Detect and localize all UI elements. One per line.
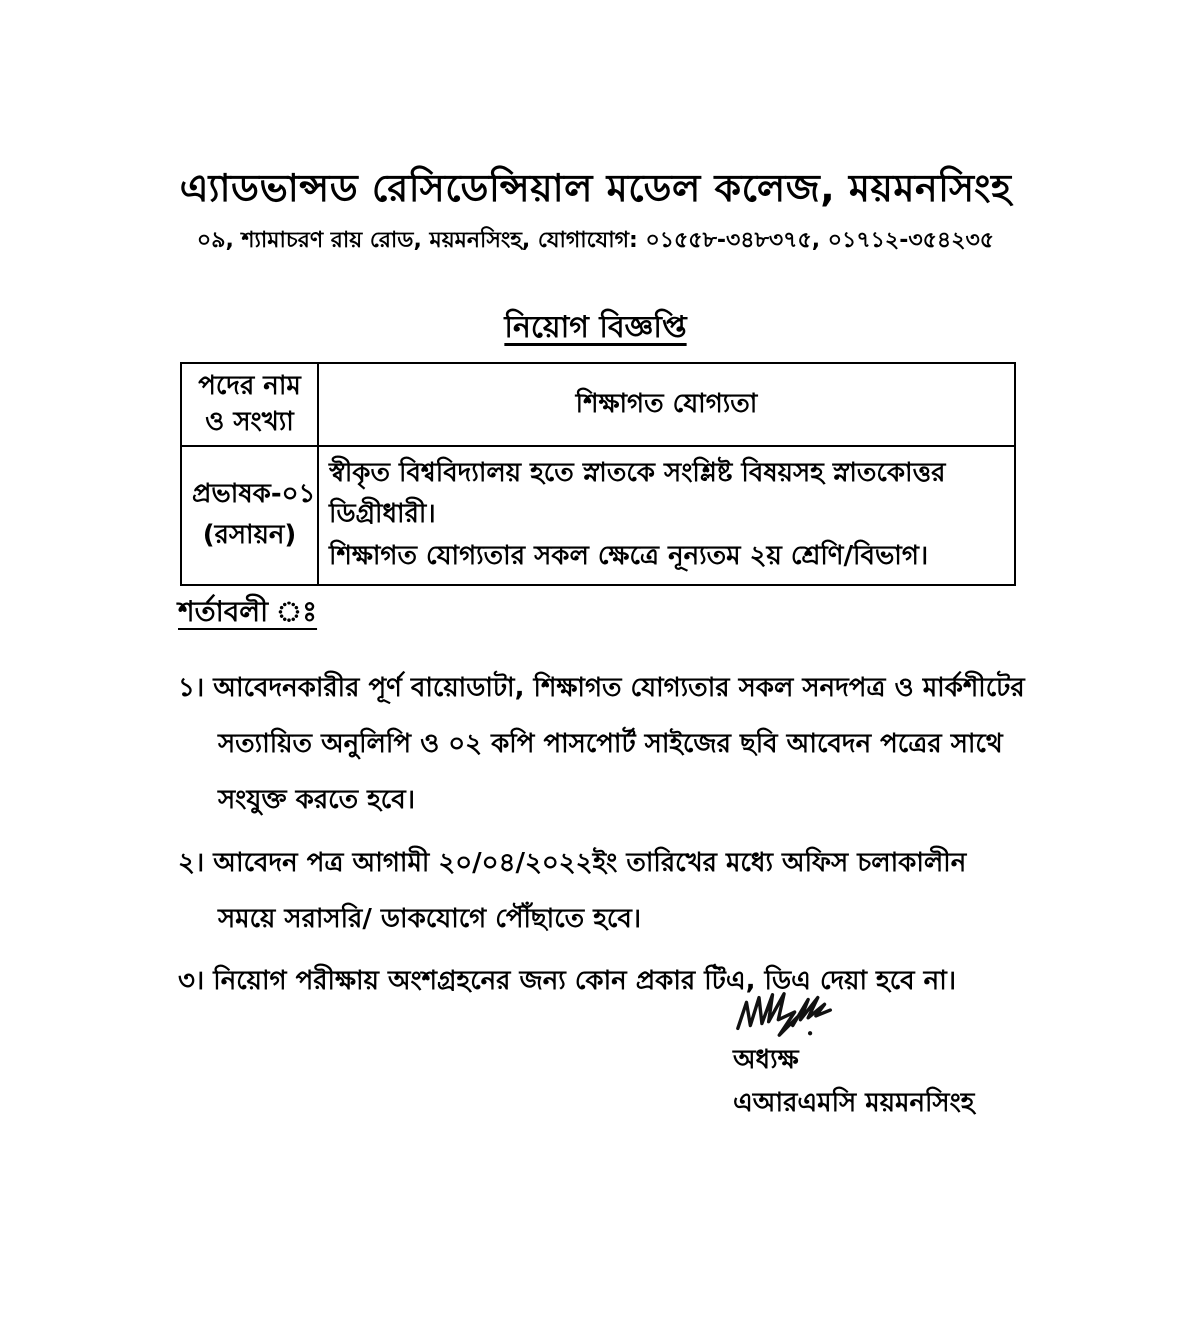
conditions-section	[178, 590, 1026, 1017]
post-table	[180, 362, 1016, 586]
signatory-organization: এআরএমসি ময়মনসিংহ	[733, 1088, 975, 1119]
condition-item-2: ২। আবেদন পত্র আগামী ২০/০৪/২০২২ইং তারিখের মধ্যে অফিস চলাকালীন সময়ে সরাসরি/ ডাকযোগে পৌঁছাতে হবে।	[178, 847, 967, 934]
signature-icon	[733, 985, 839, 1041]
qualification-line-1: স্বীকৃত বিশ্ববিদ্যালয় হতে স্নাতকে সংশ্লিষ্ট বিষয়সহ স্নাতকোত্তর ডিগ্রীধারী।	[329, 457, 946, 530]
column-header-qualification: শিক্ষাগত যোগ্যতা	[318, 363, 1015, 446]
notice-title-wrap	[0, 303, 1191, 354]
post-name: প্রভাষক-০১	[192, 478, 316, 509]
college-address: ০৯, শ্যামাচরণ রায় রোড, ময়মনসিংহ, যোগাযোগ: ০১৫৫৮-৩৪৮৩৭৫, ০১৭১২-৩৫৪২৩৫	[196, 227, 995, 253]
conditions-list	[178, 661, 1026, 1010]
table-header-row	[181, 363, 1015, 446]
conditions-heading: শর্তাবলী ঃ	[178, 595, 318, 628]
table-row	[181, 446, 1015, 585]
signature-block	[733, 985, 974, 1121]
post-subject: (রসায়ন)	[202, 520, 297, 551]
qualification-line-2: শিক্ষাগত যোগ্যতার সকল ক্ষেত্রে নূন্যতম ২য় শ্রেণি/বিভাগ।	[329, 540, 929, 571]
college-name: এ্যাডভান্সড রেসিডেন্সিয়াল মডেল কলেজ, ময়মনসিংহ	[179, 166, 1012, 210]
column-header-post: পদের নাম ও সংখ্যা	[181, 363, 318, 446]
signatory-designation: অধ্যক্ষ	[733, 1045, 799, 1075]
condition-item-3: ৩। নিয়োগ পরীক্ষায় অংশগ্রহনের জন্য কোন প্রকার টিএ, ডিএ দেয়া হবে না।	[178, 966, 957, 997]
post-cell	[181, 446, 318, 585]
notice-title: নিয়োগ বিজ্ঞপ্তি	[504, 310, 687, 345]
qualification-cell	[318, 446, 1015, 585]
letterhead	[0, 165, 1191, 260]
condition-item-1: ১। আবেদনকারীর পূর্ণ বায়োডাটা, শিক্ষাগত যোগ্যতার সকল সনদপত্র ও মার্কশীটের সত্যায়িত অনুলিপি ও ০২ কপি পাসপোর্ট সাইজের ছবি আবেদন পত্রের সাথে সংযুক্ত করতে হবে।	[178, 673, 1025, 815]
